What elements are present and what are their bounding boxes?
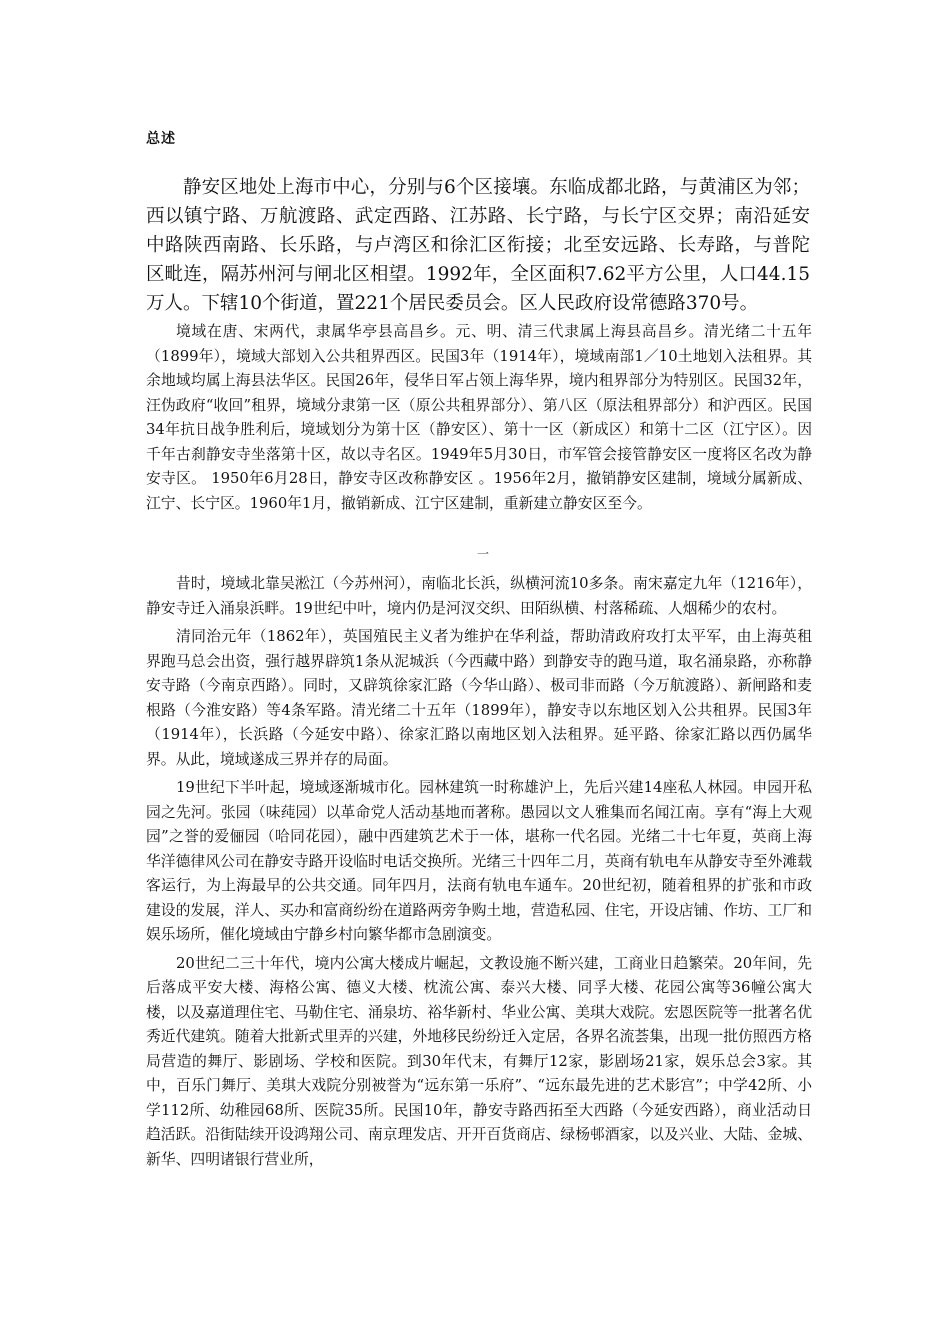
history-section [146,320,812,520]
body-section [146,572,812,1176]
section-marker: 一 [476,547,489,561]
section-heading: 总述 [146,131,176,147]
body-paragraph-1: 昔时，境域北靠吴淞江（今苏州河），南临北长浜，纵横河流10多条。南宋嘉定九年（1216年），静安寺迁入涌泉浜畔。19世纪中叶，境内仍是河汊交织、田陌纵横、村落稀疏、人烟稀少的农村。 [146,575,812,617]
body-paragraph-3: 19世纪下半叶起，境域逐渐城市化。园林建筑一时称雄沪上，先后兴建14座私人林园。申园开私园之先河。张园（味莼园）以革命党人活动基地而著称。愚园以文人雅集而名闻江南。享有“海上大观园”之誉的爱俪园（哈同花园），融中西建筑艺术于一体，堪称一代名园。光绪二十七年夏，英商上海华洋德律风公司在静安寺路开设临时电话交换所。光绪三十四年二月，英商有轨电车从静安寺至外滩载客运行，为上海最早的公共交通。同年四月，法商有轨电车通车。20世纪初，随着租界的扩张和市政建设的发展，洋人、买办和富商纷纷在道路两旁争购土地，营造私园、住宅，开设店铺、作坊、工厂和娱乐场所，催化境域由宁静乡村向繁华都市急剧演变。 [146,779,812,943]
body-paragraph-2: 清同治元年（1862年），英国殖民主义者为维护在华利益，帮助清政府攻打太平军，由上海英租界跑马总会出资，强行越界辟筑1条从泥城浜（今西藏中路）到静安寺的跑马道，取名涌泉路，亦称静安寺路（今南京西路）。同时，又辟筑徐家汇路（今华山路）、极司非而路（今万航渡路）、新闸路和麦根路（今淮安路）等4条军路。清光绪二十五年（1899年），静安寺以东地区划入公共租界。民国3年（1914年），长浜路（今延安中路）、徐家汇路以南地区划入法租界。延平路、徐家汇路以西仍属华界。从此，境域遂成三界并存的局面。 [146,628,812,768]
history-paragraph: 境域在唐、宋两代，隶属华亭县高昌乡。元、明、清三代隶属上海县高昌乡。清光绪二十五年（1899年），境域大部划入公共租界西区。民国3年（1914年），境域南部1／10土地划入法租界。其余地域均属上海县法华区。民国26年，侵华日军占领上海华界，境内租界部分为特别区。民国32年，汪伪政府“收回”租界，境域分隶第一区（原公共租界部分）、第八区（原法租界部分）和沪西区。民国34年抗日战争胜利后，境域划分为第十区（静安区）、第十一区（新成区）和第十二区（江宁区）。因千年古刹静安寺坐落第十区，故以寺名区。1949年5月30日，市军管会接管静安区一度将区名改为静安寺区。 1950年6月28日，静安寺区改称静安区 。1956年2月，撤销静安区建制，境域分属新成、江宁、长宁区。1960年1月，撤销新成、江宁区建制，重新建立静安区至今。 [146,323,812,512]
body-paragraph-4: 20世纪二三十年代，境内公寓大楼成片崛起，文教设施不断兴建，工商业日趋繁荣。20年间，先后落成平安大楼、海格公寓、德义大楼、枕流公寓、泰兴大楼、同孚大楼、花园公寓等36幢公寓大楼，以及嘉道理住宅、马勒住宅、涌泉坊、裕华新村、华业公寓、美琪大戏院。宏恩医院等一批著名优秀近代建筑。随着大批新式里弄的兴建，外地移民纷纷迁入定居，各界名流荟集，出现一批仿照西方格局营造的舞厅、影剧场、学校和医院。到30年代末，有舞厅12家，影剧场21家，娱乐总会3家。其中，百乐门舞厅、美琪大戏院分别被誉为“远东第一乐府”、“远东最先进的艺术影宫”；中学42所、小学112所、幼稚园68所、医院35所。民国10年，静安寺路西拓至大西路（今延安西路），商业活动日趋活跃。沿街陆续开设鸿翔公司、南京理发店、开开百货商店、绿杨邨酒家，以及兴业、大陆、金城、新华、四明诸银行营业所， [146,954,812,1168]
intro-paragraph: 静安区地处上海市中心，分别与6个区接壤。东临成都北路，与黄浦区为邻；西以镇宁路、万航渡路、武定西路、江苏路、长宁路，与长宁区交界；南沿延安中路陕西南路、长乐路，与卢湾区和徐汇区衔接；北至安远路、长寿路，与普陀区毗连，隔苏州河与闸北区相望。1992年，全区面积7.62平方公里，人口44.15万人。下辖10个街道，置221个居民委员会。区人民政府设常德路370号。 [146,177,810,314]
